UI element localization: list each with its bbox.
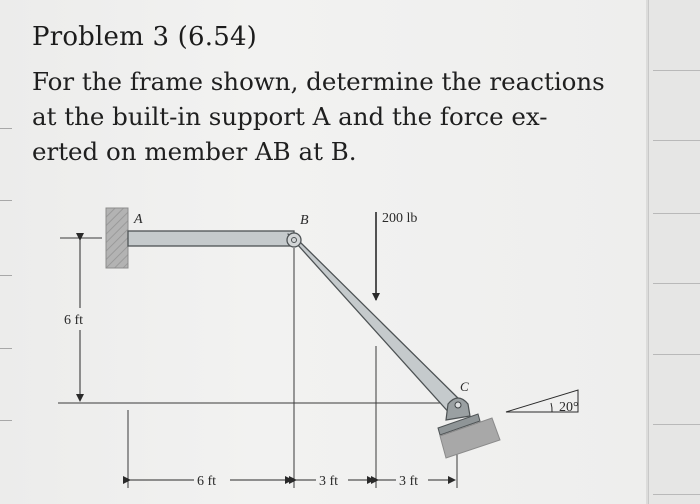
- member-bc: [288, 234, 466, 416]
- member-ab: [128, 231, 294, 246]
- label-b: B: [300, 213, 309, 228]
- dim-label-3: 3 ft: [399, 474, 419, 489]
- height-dim-label: 6 ft: [64, 313, 84, 328]
- statement-line: For the frame shown, determine the reactions: [32, 67, 605, 96]
- height-dimension: [64, 240, 83, 401]
- dim-label-2: 3 ft: [319, 474, 339, 489]
- label-a: A: [134, 212, 143, 227]
- built-in-wall: [106, 208, 128, 268]
- label-c: C: [460, 379, 469, 394]
- load-label: 200 lb: [382, 211, 418, 226]
- extension-lines: [58, 238, 457, 488]
- pin-b: [287, 233, 301, 247]
- statement-line: erted on member AB at B.: [32, 137, 357, 166]
- statement-line: at the built-in support A and the force ex-: [32, 102, 548, 131]
- incline-angle-indicator: [506, 390, 579, 415]
- support-c: [438, 398, 500, 458]
- load-200lb: [376, 211, 417, 300]
- angle-label: 20°: [559, 400, 579, 415]
- dim-label-1: 6 ft: [197, 474, 217, 489]
- horizontal-dimensions: [130, 474, 455, 489]
- problem-title: Problem 3 (6.54): [32, 22, 258, 52]
